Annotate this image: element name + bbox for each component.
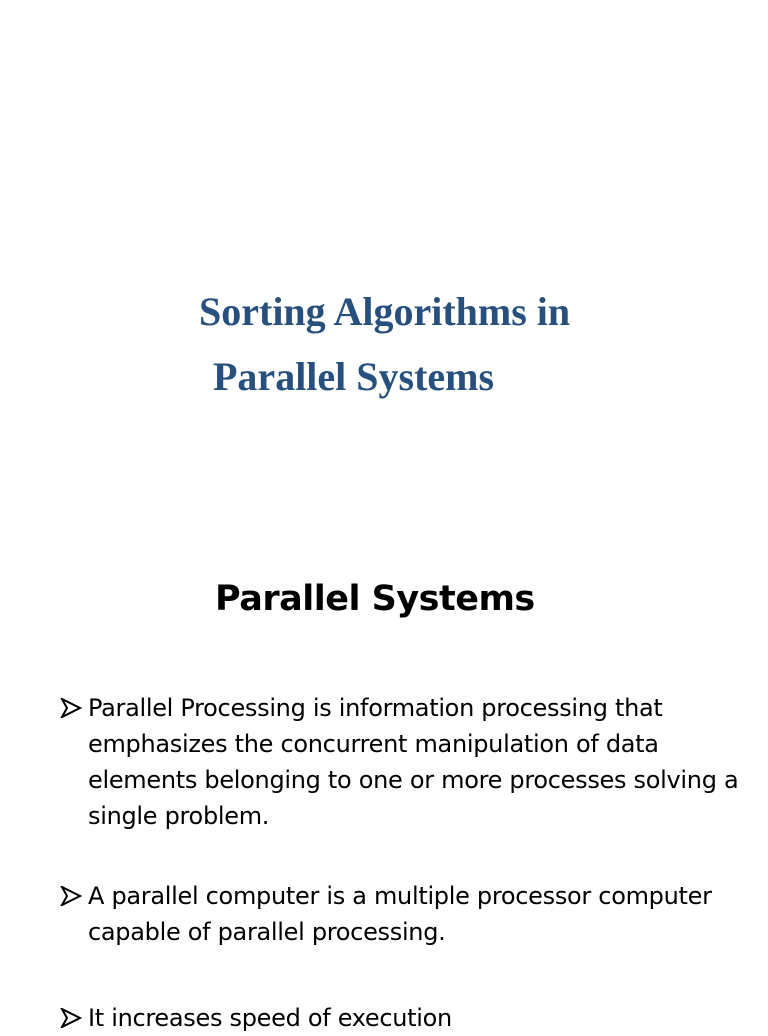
section-heading: Parallel Systems [215, 579, 535, 619]
bullet-text: A parallel computer is a multiple processor computer capable of parallel processing. [88, 882, 712, 946]
list-item [60, 1000, 740, 1036]
list-item [60, 690, 740, 834]
slide-title-line-2: Parallel Systems [213, 354, 495, 399]
arrow-bullet-icon [60, 886, 82, 906]
arrow-bullet-icon [60, 698, 82, 718]
bullet-text: Parallel Processing is information processing that emphasizes the concurrent manipulation of data elements belonging to one or more processes solving a single problem. [88, 694, 739, 830]
arrow-bullet-icon [60, 1008, 82, 1028]
bullet-text: It increases speed of execution [88, 1004, 452, 1032]
list-item [60, 878, 740, 950]
slide-title-line-1: Sorting Algorithms in [199, 289, 571, 334]
